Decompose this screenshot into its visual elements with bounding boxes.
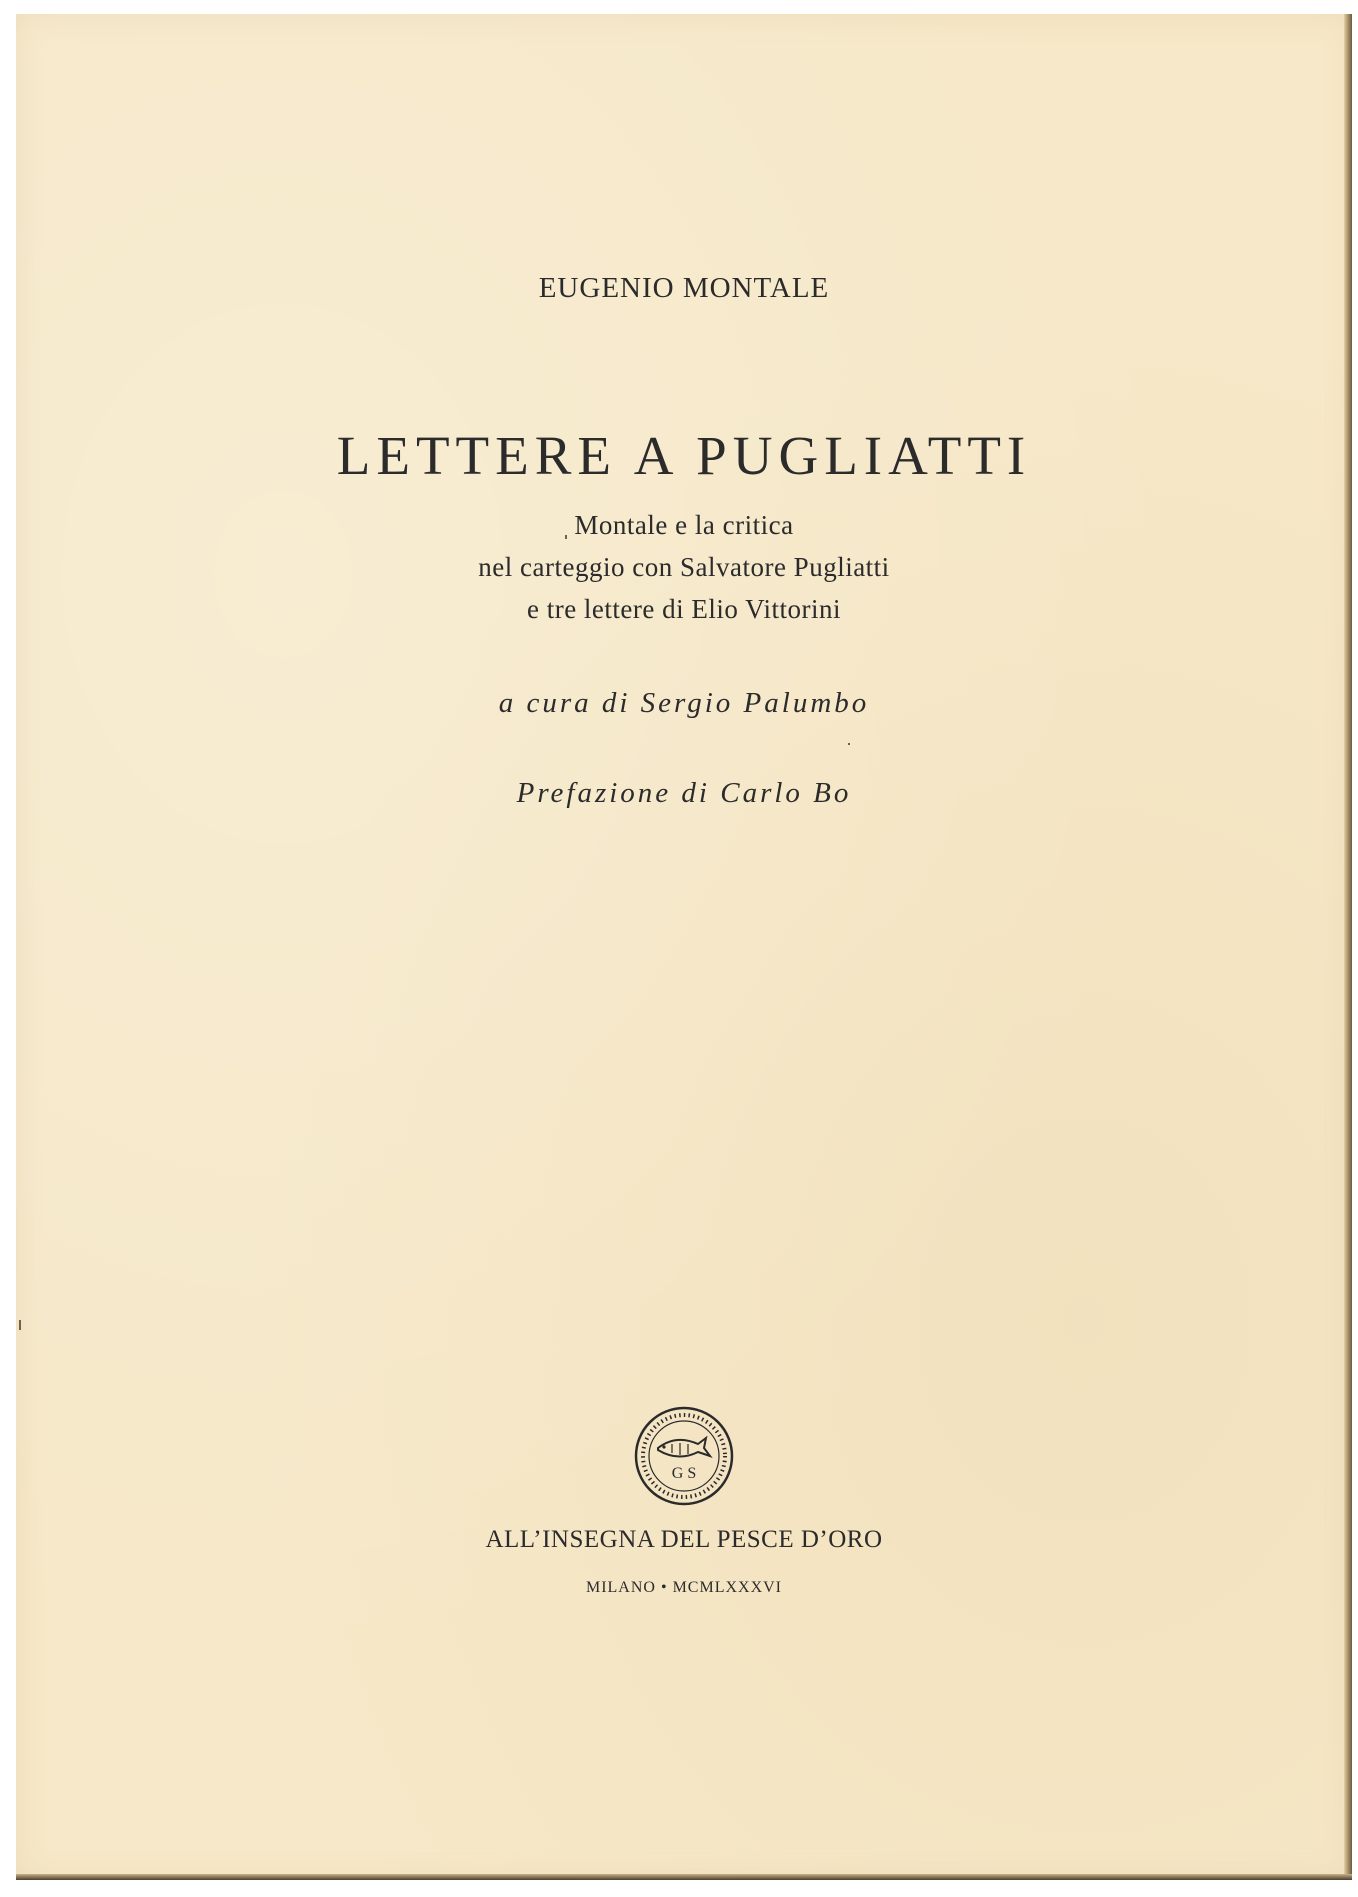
book-cover: [16, 14, 1352, 1880]
book-title: LETTERE A PUGLIATTI: [336, 425, 1032, 486]
bottom-edge: [16, 1874, 1352, 1880]
subtitle-line-2: nel carteggio con Salvatore Pugliatti: [478, 552, 890, 582]
paper-speck: [565, 535, 567, 539]
paper-speck: [19, 1320, 21, 1330]
logo-monogram: G S: [671, 1465, 697, 1482]
subtitle-line-1: Montale e la critica: [574, 510, 794, 540]
publisher-name: ALL’INSEGNA DEL PESCE D’ORO: [485, 1526, 883, 1553]
publication-place-date: MILANO • MCMLXXXVI: [585, 1579, 783, 1596]
fish-icon: [658, 1438, 710, 1457]
subtitle-line-3: e tre lettere di Elio Vittorini: [526, 594, 842, 624]
editor-credit: a cura di Sergio Palumbo: [498, 687, 870, 719]
paper-speck: [848, 743, 850, 745]
author-name: EUGENIO MONTALE: [538, 272, 830, 304]
preface-credit: Prefazione di Carlo Bo: [516, 777, 852, 809]
fish-seal-icon: [632, 1404, 736, 1508]
